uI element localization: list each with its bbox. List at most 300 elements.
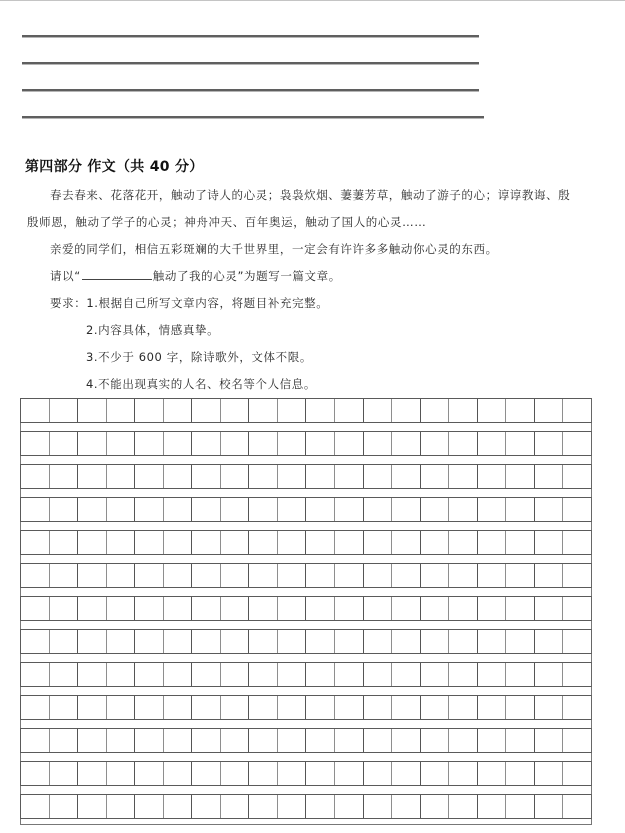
grid-cell[interactable] — [21, 696, 50, 719]
grid-cell[interactable] — [392, 696, 421, 719]
grid-cell[interactable] — [135, 696, 164, 719]
grid-cell[interactable] — [78, 630, 107, 653]
grid-cell[interactable] — [164, 729, 193, 752]
grid-cell[interactable] — [335, 597, 364, 620]
grid-cell[interactable] — [221, 630, 250, 653]
grid-cell[interactable] — [249, 696, 278, 719]
grid-cell[interactable] — [135, 795, 164, 818]
grid-row-gap — [20, 423, 592, 431]
grid-cell[interactable] — [506, 432, 535, 455]
grid-cell[interactable] — [421, 399, 450, 422]
grid-cell[interactable] — [107, 531, 136, 554]
grid-cell[interactable] — [78, 399, 107, 422]
grid-cell[interactable] — [249, 564, 278, 587]
grid-cell[interactable] — [535, 564, 564, 587]
grid-cell[interactable] — [478, 531, 507, 554]
grid-cell[interactable] — [306, 729, 335, 752]
grid-cell[interactable] — [478, 399, 507, 422]
grid-cell[interactable] — [164, 399, 193, 422]
grid-cell[interactable] — [421, 531, 450, 554]
grid-cell[interactable] — [21, 795, 50, 818]
grid-cell[interactable] — [135, 531, 164, 554]
grid-cell[interactable] — [364, 696, 393, 719]
grid-cell[interactable] — [563, 696, 591, 719]
grid-cell[interactable] — [306, 630, 335, 653]
grid-cell[interactable] — [249, 630, 278, 653]
grid-row — [20, 794, 592, 819]
grid-cell[interactable] — [421, 663, 450, 686]
grid-cell[interactable] — [449, 696, 478, 719]
grid-cell[interactable] — [249, 498, 278, 521]
grid-cell[interactable] — [249, 795, 278, 818]
grid-cell[interactable] — [21, 432, 50, 455]
grid-cell[interactable] — [278, 762, 307, 785]
grid-cell[interactable] — [50, 465, 79, 488]
grid-cell[interactable] — [192, 729, 221, 752]
grid-cell[interactable] — [50, 564, 79, 587]
grid-cell[interactable] — [78, 696, 107, 719]
grid-cell[interactable] — [107, 498, 136, 521]
grid-cell[interactable] — [50, 696, 79, 719]
grid-cell[interactable] — [192, 597, 221, 620]
grid-cell[interactable] — [249, 432, 278, 455]
grid-cell[interactable] — [192, 762, 221, 785]
grid-cell[interactable] — [535, 663, 564, 686]
grid-cell[interactable] — [107, 696, 136, 719]
title-blank[interactable] — [82, 269, 152, 280]
grid-cell[interactable] — [107, 795, 136, 818]
grid-cell[interactable] — [278, 531, 307, 554]
grid-cell[interactable] — [392, 498, 421, 521]
grid-cell[interactable] — [364, 597, 393, 620]
grid-cell[interactable] — [164, 597, 193, 620]
grid-cell[interactable] — [478, 795, 507, 818]
grid-row — [20, 629, 592, 654]
grid-cell[interactable] — [221, 465, 250, 488]
grid-cell[interactable] — [392, 795, 421, 818]
grid-cell[interactable] — [278, 432, 307, 455]
grid-cell[interactable] — [21, 498, 50, 521]
grid-cell[interactable] — [221, 795, 250, 818]
grid-row-gap — [20, 786, 592, 794]
grid-cell[interactable] — [78, 597, 107, 620]
grid-row — [20, 695, 592, 720]
grid-cell[interactable] — [535, 465, 564, 488]
grid-cell[interactable] — [21, 762, 50, 785]
grid-cell[interactable] — [249, 531, 278, 554]
grid-cell[interactable] — [21, 531, 50, 554]
grid-row — [20, 761, 592, 786]
answer-line-3[interactable] — [22, 89, 479, 92]
grid-cell[interactable] — [478, 762, 507, 785]
grid-cell[interactable] — [335, 531, 364, 554]
grid-cell[interactable] — [278, 465, 307, 488]
grid-cell[interactable] — [335, 564, 364, 587]
grid-row-gap — [20, 456, 592, 464]
grid-cell[interactable] — [335, 498, 364, 521]
grid-cell[interactable] — [306, 762, 335, 785]
grid-cell[interactable] — [78, 564, 107, 587]
grid-cell[interactable] — [364, 498, 393, 521]
grid-row-gap — [20, 720, 592, 728]
grid-cell[interactable] — [135, 663, 164, 686]
grid-cell[interactable] — [107, 597, 136, 620]
grid-row-gap — [20, 819, 592, 825]
grid-cell[interactable] — [135, 597, 164, 620]
grid-row — [20, 497, 592, 522]
grid-cell[interactable] — [221, 399, 250, 422]
grid-cell[interactable] — [278, 498, 307, 521]
grid-cell[interactable] — [249, 465, 278, 488]
grid-cell[interactable] — [449, 432, 478, 455]
grid-cell[interactable] — [21, 630, 50, 653]
grid-cell[interactable] — [221, 531, 250, 554]
grid-cell[interactable] — [335, 795, 364, 818]
grid-cell[interactable] — [392, 399, 421, 422]
grid-cell[interactable] — [421, 597, 450, 620]
grid-cell[interactable] — [50, 399, 79, 422]
grid-row-gap — [20, 753, 592, 761]
grid-cell[interactable] — [478, 630, 507, 653]
grid-row — [20, 563, 592, 588]
requirement-4: 4.不能出现真实的人名、校名等个人信息。 — [86, 377, 316, 391]
grid-row — [20, 596, 592, 621]
grid-row — [20, 398, 592, 423]
grid-cell[interactable] — [506, 729, 535, 752]
grid-cell[interactable] — [135, 498, 164, 521]
grid-row-gap — [20, 621, 592, 629]
grid-cell[interactable] — [164, 531, 193, 554]
grid-cell[interactable] — [135, 630, 164, 653]
grid-cell[interactable] — [249, 729, 278, 752]
grid-cell[interactable] — [135, 432, 164, 455]
grid-cell[interactable] — [364, 432, 393, 455]
grid-cell[interactable] — [392, 531, 421, 554]
grid-cell[interactable] — [164, 696, 193, 719]
requirement-1-text: 1.根据自己所写文章内容，将题目补充完整。 — [86, 296, 329, 310]
grid-cell[interactable] — [563, 432, 591, 455]
grid-cell[interactable] — [506, 399, 535, 422]
grid-cell[interactable] — [364, 762, 393, 785]
grid-cell[interactable] — [306, 795, 335, 818]
grid-cell[interactable] — [392, 630, 421, 653]
grid-cell[interactable] — [221, 729, 250, 752]
grid-cell[interactable] — [306, 399, 335, 422]
grid-cell[interactable] — [164, 663, 193, 686]
grid-row — [20, 662, 592, 687]
grid-cell[interactable] — [392, 564, 421, 587]
grid-cell[interactable] — [535, 729, 564, 752]
grid-cell[interactable] — [535, 432, 564, 455]
grid-cell[interactable] — [306, 663, 335, 686]
grid-cell[interactable] — [164, 564, 193, 587]
grid-cell[interactable] — [364, 564, 393, 587]
grid-cell[interactable] — [306, 564, 335, 587]
grid-cell[interactable] — [135, 465, 164, 488]
grid-cell[interactable] — [449, 630, 478, 653]
grid-cell[interactable] — [478, 498, 507, 521]
grid-cell[interactable] — [50, 498, 79, 521]
grid-cell[interactable] — [421, 498, 450, 521]
grid-cell[interactable] — [563, 729, 591, 752]
answer-line-4[interactable] — [22, 116, 484, 119]
page-top-border — [0, 0, 625, 1]
grid-cell[interactable] — [278, 597, 307, 620]
grid-cell[interactable] — [107, 663, 136, 686]
grid-cell[interactable] — [563, 597, 591, 620]
grid-cell[interactable] — [50, 531, 79, 554]
grid-cell[interactable] — [535, 399, 564, 422]
grid-cell[interactable] — [107, 432, 136, 455]
grid-cell[interactable] — [449, 465, 478, 488]
grid-cell[interactable] — [421, 432, 450, 455]
grid-cell[interactable] — [249, 663, 278, 686]
grid-cell[interactable] — [563, 399, 591, 422]
grid-cell[interactable] — [306, 531, 335, 554]
grid-cell[interactable] — [306, 465, 335, 488]
grid-cell[interactable] — [335, 399, 364, 422]
grid-cell[interactable] — [278, 399, 307, 422]
grid-cell[interactable] — [135, 564, 164, 587]
grid-cell[interactable] — [249, 597, 278, 620]
prompt-paragraph-2: 亲爱的同学们，相信五彩斑斓的大千世界里，一定会有许许多多触动你心灵的东西。 — [50, 242, 498, 256]
grid-cell[interactable] — [135, 399, 164, 422]
grid-cell[interactable] — [50, 795, 79, 818]
grid-cell[interactable] — [335, 663, 364, 686]
grid-cell[interactable] — [164, 630, 193, 653]
grid-cell[interactable] — [506, 564, 535, 587]
grid-cell[interactable] — [164, 465, 193, 488]
grid-cell[interactable] — [221, 762, 250, 785]
grid-cell[interactable] — [506, 531, 535, 554]
grid-row-gap — [20, 654, 592, 662]
grid-cell[interactable] — [164, 795, 193, 818]
grid-cell[interactable] — [563, 630, 591, 653]
grid-cell[interactable] — [364, 663, 393, 686]
grid-row-gap — [20, 555, 592, 563]
grid-cell[interactable] — [21, 564, 50, 587]
grid-cell[interactable] — [478, 663, 507, 686]
grid-cell[interactable] — [164, 432, 193, 455]
grid-cell[interactable] — [478, 729, 507, 752]
grid-cell[interactable] — [478, 564, 507, 587]
grid-cell[interactable] — [107, 762, 136, 785]
grid-cell[interactable] — [364, 465, 393, 488]
grid-cell[interactable] — [449, 564, 478, 587]
grid-cell[interactable] — [21, 399, 50, 422]
grid-cell[interactable] — [506, 498, 535, 521]
grid-cell[interactable] — [278, 630, 307, 653]
grid-cell[interactable] — [449, 762, 478, 785]
grid-cell[interactable] — [50, 663, 79, 686]
grid-cell[interactable] — [364, 795, 393, 818]
grid-cell[interactable] — [421, 564, 450, 587]
grid-cell[interactable] — [164, 762, 193, 785]
grid-cell[interactable] — [78, 663, 107, 686]
grid-cell[interactable] — [421, 762, 450, 785]
grid-cell[interactable] — [78, 432, 107, 455]
grid-cell[interactable] — [221, 498, 250, 521]
grid-cell[interactable] — [364, 729, 393, 752]
grid-cell[interactable] — [306, 498, 335, 521]
grid-cell[interactable] — [221, 564, 250, 587]
grid-cell[interactable] — [535, 498, 564, 521]
grid-cell[interactable] — [506, 465, 535, 488]
grid-cell[interactable] — [335, 432, 364, 455]
grid-cell[interactable] — [50, 729, 79, 752]
grid-cell[interactable] — [421, 795, 450, 818]
grid-cell[interactable] — [221, 432, 250, 455]
grid-cell[interactable] — [135, 729, 164, 752]
grid-cell[interactable] — [421, 696, 450, 719]
grid-cell[interactable] — [535, 762, 564, 785]
grid-cell[interactable] — [392, 762, 421, 785]
grid-row-gap — [20, 687, 592, 695]
grid-cell[interactable] — [192, 696, 221, 719]
grid-cell[interactable] — [50, 762, 79, 785]
grid-cell[interactable] — [535, 795, 564, 818]
requirements-label: 要求： — [50, 296, 87, 310]
grid-cell[interactable] — [449, 663, 478, 686]
grid-cell[interactable] — [563, 762, 591, 785]
grid-cell[interactable] — [335, 729, 364, 752]
grid-cell[interactable] — [192, 465, 221, 488]
grid-row — [20, 464, 592, 489]
grid-cell[interactable] — [563, 498, 591, 521]
grid-cell[interactable] — [421, 729, 450, 752]
grid-cell[interactable] — [107, 729, 136, 752]
grid-cell[interactable] — [478, 432, 507, 455]
grid-cell[interactable] — [50, 432, 79, 455]
grid-row — [20, 530, 592, 555]
grid-cell[interactable] — [221, 597, 250, 620]
grid-cell[interactable] — [21, 663, 50, 686]
grid-cell[interactable] — [107, 399, 136, 422]
requirement-3: 3.不少于 600 字，除诗歌外，文体不限。 — [86, 350, 312, 364]
grid-cell[interactable] — [78, 531, 107, 554]
grid-cell[interactable] — [478, 465, 507, 488]
title-instruction-prefix: 请以“ — [50, 269, 81, 283]
grid-cell[interactable] — [449, 399, 478, 422]
grid-cell[interactable] — [335, 696, 364, 719]
grid-cell[interactable] — [107, 465, 136, 488]
grid-row-gap — [20, 489, 592, 497]
grid-row-gap — [20, 522, 592, 530]
grid-cell[interactable] — [135, 762, 164, 785]
grid-cell[interactable] — [249, 399, 278, 422]
grid-cell[interactable] — [335, 465, 364, 488]
grid-cell[interactable] — [192, 399, 221, 422]
grid-cell[interactable] — [278, 795, 307, 818]
grid-row — [20, 728, 592, 753]
grid-cell[interactable] — [392, 663, 421, 686]
grid-cell[interactable] — [335, 762, 364, 785]
answer-line-1[interactable] — [22, 35, 479, 38]
grid-cell[interactable] — [335, 630, 364, 653]
grid-cell[interactable] — [78, 762, 107, 785]
grid-cell[interactable] — [421, 630, 450, 653]
grid-cell[interactable] — [50, 597, 79, 620]
grid-cell[interactable] — [249, 762, 278, 785]
grid-cell[interactable] — [364, 630, 393, 653]
grid-cell[interactable] — [306, 432, 335, 455]
grid-cell[interactable] — [278, 696, 307, 719]
grid-cell[interactable] — [221, 696, 250, 719]
grid-cell[interactable] — [563, 531, 591, 554]
answer-line-2[interactable] — [22, 62, 479, 65]
grid-cell[interactable] — [107, 630, 136, 653]
grid-cell[interactable] — [278, 729, 307, 752]
grid-cell[interactable] — [392, 729, 421, 752]
grid-cell[interactable] — [192, 795, 221, 818]
grid-cell[interactable] — [192, 564, 221, 587]
grid-cell[interactable] — [563, 663, 591, 686]
grid-cell[interactable] — [506, 762, 535, 785]
prompt-paragraph-1-line-2: 殷师恩，触动了学子的心灵；神舟冲天、百年奥运，触动了国人的心灵…… — [27, 215, 427, 229]
grid-cell[interactable] — [221, 663, 250, 686]
grid-cell[interactable] — [364, 399, 393, 422]
grid-cell[interactable] — [506, 597, 535, 620]
grid-cell[interactable] — [78, 498, 107, 521]
grid-cell[interactable] — [21, 597, 50, 620]
grid-cell[interactable] — [392, 432, 421, 455]
grid-cell[interactable] — [449, 531, 478, 554]
grid-cell[interactable] — [21, 465, 50, 488]
grid-cell[interactable] — [478, 597, 507, 620]
section-title: 第四部分 作文（共 40 分） — [25, 159, 204, 175]
grid-cell[interactable] — [392, 465, 421, 488]
grid-cell[interactable] — [449, 498, 478, 521]
grid-cell[interactable] — [506, 696, 535, 719]
grid-cell[interactable] — [50, 630, 79, 653]
grid-cell[interactable] — [535, 630, 564, 653]
grid-cell[interactable] — [506, 663, 535, 686]
grid-cell[interactable] — [478, 696, 507, 719]
writing-grid[interactable] — [20, 398, 592, 825]
grid-cell[interactable] — [535, 597, 564, 620]
grid-cell[interactable] — [364, 531, 393, 554]
grid-cell[interactable] — [535, 696, 564, 719]
grid-cell[interactable] — [449, 795, 478, 818]
grid-cell[interactable] — [506, 795, 535, 818]
grid-cell[interactable] — [535, 531, 564, 554]
grid-cell[interactable] — [192, 531, 221, 554]
grid-cell[interactable] — [306, 696, 335, 719]
grid-cell[interactable] — [506, 630, 535, 653]
grid-cell[interactable] — [78, 729, 107, 752]
grid-cell[interactable] — [278, 663, 307, 686]
grid-cell[interactable] — [78, 795, 107, 818]
grid-cell[interactable] — [78, 465, 107, 488]
grid-cell[interactable] — [192, 663, 221, 686]
grid-cell[interactable] — [21, 729, 50, 752]
grid-cell[interactable] — [192, 498, 221, 521]
grid-cell[interactable] — [563, 795, 591, 818]
grid-cell[interactable] — [164, 498, 193, 521]
grid-cell[interactable] — [563, 564, 591, 587]
grid-cell[interactable] — [192, 630, 221, 653]
grid-cell[interactable] — [449, 597, 478, 620]
grid-cell[interactable] — [449, 729, 478, 752]
grid-cell[interactable] — [107, 564, 136, 587]
grid-cell[interactable] — [306, 597, 335, 620]
title-instruction-suffix: 触动了我的心灵”为题写一篇文章。 — [152, 269, 341, 283]
grid-cell[interactable] — [192, 432, 221, 455]
grid-cell[interactable] — [278, 564, 307, 587]
grid-cell[interactable] — [563, 465, 591, 488]
grid-cell[interactable] — [392, 597, 421, 620]
grid-cell[interactable] — [421, 465, 450, 488]
